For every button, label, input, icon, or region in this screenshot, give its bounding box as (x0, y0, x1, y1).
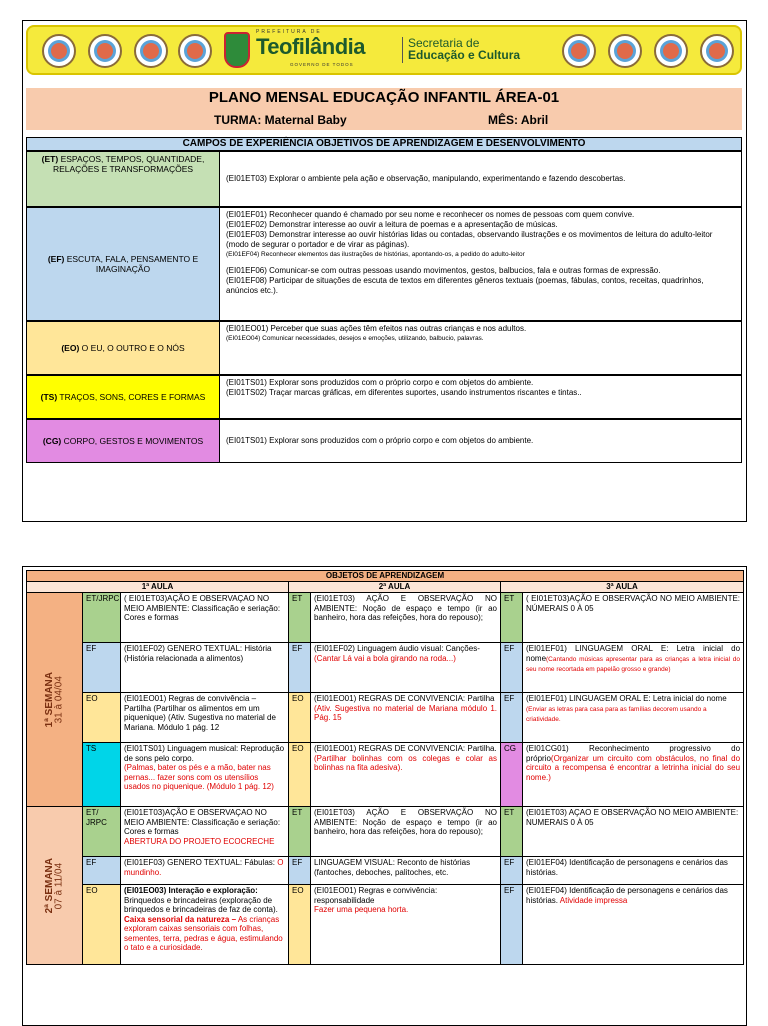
campo-code: ET (501, 593, 523, 643)
campo-code: EO (83, 885, 121, 965)
objetos-table (26, 570, 744, 965)
campos-header: CAMPOS DE EXPERIÊNCIA OBJETIVOS DE APRENDIZAGEM E DESENVOLVIMENTO (26, 137, 742, 151)
page-title: PLANO MENSAL EDUCAÇÃO INFANTIL ÁREA-01 (208, 89, 560, 106)
objeto-text: (EI01EF03) GENERO TEXTUAL: Fábulas: O mundinho. (121, 857, 289, 885)
table-row (27, 743, 744, 807)
campo-code: ET (289, 593, 311, 643)
table-row (27, 807, 744, 857)
secretaria-line1: Secretaria de (408, 36, 480, 50)
campo-objetivos: (EI01TS01) Explorar sons produzidos com o próprio corpo e com objetos do ambiente. (226, 436, 534, 445)
objeto-text: (EI01EF02) GENERO TEXTUAL: História (História relacionada a alimentos) (121, 643, 289, 693)
brand-sub: PREFEITURA DE (256, 29, 322, 35)
objeto-text: (EI01EF01) LINGUAGEM ORAL E: Letra inicial do nome (Enviar as letras para casa para as famílias decorem usando a criatividade. (523, 693, 744, 743)
campo-code: EF (501, 643, 523, 693)
table-row (27, 693, 744, 743)
objeto-text: (EI01EO01) REGRAS DE CONVIVENCIA: Partilha. (Partilhar bolinhas com os colegas e colar as bolinhas na fita adesiva). (311, 743, 501, 807)
campo-name: (CG) CORPO, GESTOS E MOVIMENTOS (27, 420, 220, 462)
seal-icon (88, 34, 122, 68)
campo-row-et (26, 151, 742, 207)
campo-code: EF (501, 857, 523, 885)
campo-code: EO (289, 743, 311, 807)
table-row (27, 885, 744, 965)
objeto-text: (EI01EF01) LINGUAGEM ORAL E: Letra inicial do nome(Cantando músicas apresentar para as crianças a letra inicial do seu nome recortada em papelão grosso e grande) (523, 643, 744, 693)
table-row (27, 857, 744, 885)
header-banner (26, 25, 742, 75)
seal-icon (178, 34, 212, 68)
campo-code: EF (83, 643, 121, 693)
table-row (27, 643, 744, 693)
campo-code: EO (289, 885, 311, 965)
campo-code: EF (289, 643, 311, 693)
campo-code: ET (289, 807, 311, 857)
campo-code: ET (501, 807, 523, 857)
objeto-text: (EI01ET03) AÇÃO E OBSERVAÇÃO NO AMBIENTE: Noção de espaço e tempo (ir ao banheiro, hora das refeições, hora do repouso); (311, 807, 501, 857)
campo-code: TS (83, 743, 121, 807)
campo-row-ef (26, 207, 742, 321)
city-logo-icon (224, 32, 250, 68)
seal-icon (700, 34, 734, 68)
campo-objetivos: (EI01TS01) Explorar sons produzidos com o próprio corpo e com objetos do ambiente. (EI01TS02) Traçar marcas gráficas, em diferentes suportes, usando instrumentos riscantes e tintas.. (226, 378, 582, 397)
secretaria-line2: Educação e Cultura (408, 48, 521, 62)
semana-label: 1ª SEMANA 31 à 04/04 (27, 593, 83, 807)
aula-header: 2ª AULA (289, 582, 501, 593)
objeto-text: (EI01EO01) Regras de convivência – Partilha (Partilhar os alimentos em um piquenique) (Ativ. Sugestiva no material de Mariana. Módulo 1 pág. 12 (121, 693, 289, 743)
campo-code: CG (501, 743, 523, 807)
objeto-text: (EI01EF04) Identificação de personagens e cenários das histórias. Atividade impressa (523, 885, 744, 965)
turma-label: TURMA: Maternal Baby (214, 113, 347, 127)
objeto-text: (EI01EO01) Regras e convivência: responsabilidade Fazer uma pequena horta. (311, 885, 501, 965)
campo-code: EF (501, 693, 523, 743)
objeto-text: (EI01EF04) Identificação de personagens e cenários das histórias. (523, 857, 744, 885)
aula-header: 3ª AULA (501, 582, 744, 593)
campo-code: EO (83, 693, 121, 743)
seal-icon (654, 34, 688, 68)
campo-name: (EF) ESCUTA, FALA, PENSAMENTO E IMAGINAÇÃO (27, 208, 220, 320)
objeto-text: (EI01EO03) Interação e exploração: Brinquedos e brincadeiras (exploração de brinquedos e brincadeiras de faz de conta). Caixa sensorial da natureza – As crianças exploram caixas sensoriais com folhas, sementes, terra, pedras e água, estimulando o tato e a curiosidade. (121, 885, 289, 965)
objeto-text: (EI01EO01) REGRAS DE CONVIVENCIA: Partilha (Ativ. Sugestiva no material de Mariana módulo 1. Pág. 15 (311, 693, 501, 743)
campo-objetivos: (EI01EF01) Reconhecer quando é chamado por seu nome e reconhecer os nomes de pessoas com quem convive. (EI01EF02) Demonstrar interesse ao ouvir a leitura de poemas e a apresentação de músicas. (EI01EF03) Demonstrar interesse ao ouvir histórias lidas ou contadas, observando ilustrações e os movimentos de leitura do adulto-leitor (modo de segurar o portador e de virar as páginas). (EI01EF04) Reconhecer elementos das ilustrações de histórias, apontando-os, a pedido do adulto-leitor (EI01EF06) Comunicar-se com outras pessoas usando movimentos, gestos, balbucios, fala e outras formas de expressão. (EI01EF08) Participar de situações de escuta de textos em diferentes gêneros textuais (poemas, fábulas, contos, receitas, quadrinhos, anúncios etc.). (226, 210, 713, 295)
campo-code: EF (83, 857, 121, 885)
campo-row-cg (26, 419, 742, 463)
objeto-text: (EI01EF02) Linguagem áudio visual: Canções- (Cantar Lá vai a bola girando na roda...) (311, 643, 501, 693)
seal-icon (42, 34, 76, 68)
campo-name: (TS) TRAÇOS, SONS, CORES E FORMAS (27, 376, 220, 418)
table-row (27, 593, 744, 643)
objeto-text: (EI01TS01) Linguagem musical: Reprodução de sons pelo corpo. (Palmas, bater os pés e a mão, bater nas pernas... fazer sons com os utensílios usados no piquenique. (Módulo 1 pág. 12) (121, 743, 289, 807)
campo-row-eo (26, 321, 742, 375)
campo-code: EO (289, 693, 311, 743)
objeto-text: ( EI01ET03)AÇÃO E OBSERVAÇÃO NO MEIO AMBIENTE: NÚMERAIS 0 À 05 (523, 593, 744, 643)
campo-objetivos: (EI01EO01) Perceber que suas ações têm efeitos nas outras crianças e nos adultos. (EI01EO04) Comunicar necessidades, desejos e emoções, utilizando, balbucio, palavras. (226, 324, 527, 342)
campo-code: ET/ JRPC (83, 807, 121, 857)
seal-icon (562, 34, 596, 68)
mes-label: MÊS: Abril (488, 113, 549, 127)
campo-name: (EO) O EU, O OUTRO E O NÓS (27, 322, 220, 374)
campo-row-ts (26, 375, 742, 419)
objeto-text: (EI01ET03) AÇÃO E OBSERVAÇÃO NO AMBIENTE: Noção de espaço e tempo (ir ao banheiro, hora das refeições, hora do repouso); (311, 593, 501, 643)
campo-code: EF (289, 857, 311, 885)
objeto-text: ( EI01ET03)AÇÃO E OBSERVAÇAO NO MEIO AMBIENTE: Classificação e seriação: Cores e formas (121, 593, 289, 643)
seal-icon (608, 34, 642, 68)
divider (402, 37, 403, 63)
campo-code: ET/JRPC (83, 593, 121, 643)
brand-gov: GOVERNO DE TODOS (290, 62, 354, 67)
objetos-title: OBJETOS DE APRENDIZAGEM (27, 571, 744, 582)
seal-icon (134, 34, 168, 68)
campo-code: EF (501, 885, 523, 965)
objeto-text: (EI01ET03) AÇAO E OBSERVAÇÃO NO MEIO AMBIENTE: NUMERAIS 0 À 05 (523, 807, 744, 857)
campo-objetivos: (EI01ET03) Explorar o ambiente pela ação e observação, manipulando, experimentando e fazendo descobertas. (226, 174, 626, 183)
brand-name: Teofilândia (256, 34, 365, 59)
objeto-text: LINGUAGEM VISUAL: Reconto de histórias (fantoches, deboches, palitoches, etc. (311, 857, 501, 885)
objeto-text: (EI01ET03)AÇÃO E OBSERVAÇAO NO MEIO AMBIENTE: Classificação e seriação: Cores e formas ABERTURA DO PROJETO ECOCRECHE (121, 807, 289, 857)
campo-name: (ET) ESPAÇOS, TEMPOS, QUANTIDADE, RELAÇÕES E TRANSFORMAÇÕES (27, 152, 220, 206)
aula-header: 1ª AULA (27, 582, 289, 593)
objeto-text: (EI01CG01) Reconhecimento progressivo do próprio(Organizar um circuito com obstáculos, no final do circuito a recompensa é encontrar a letrinha inicial do seu nome.) (523, 743, 744, 807)
semana-label: 2ª SEMANA 07 à 11/04 (27, 807, 83, 965)
